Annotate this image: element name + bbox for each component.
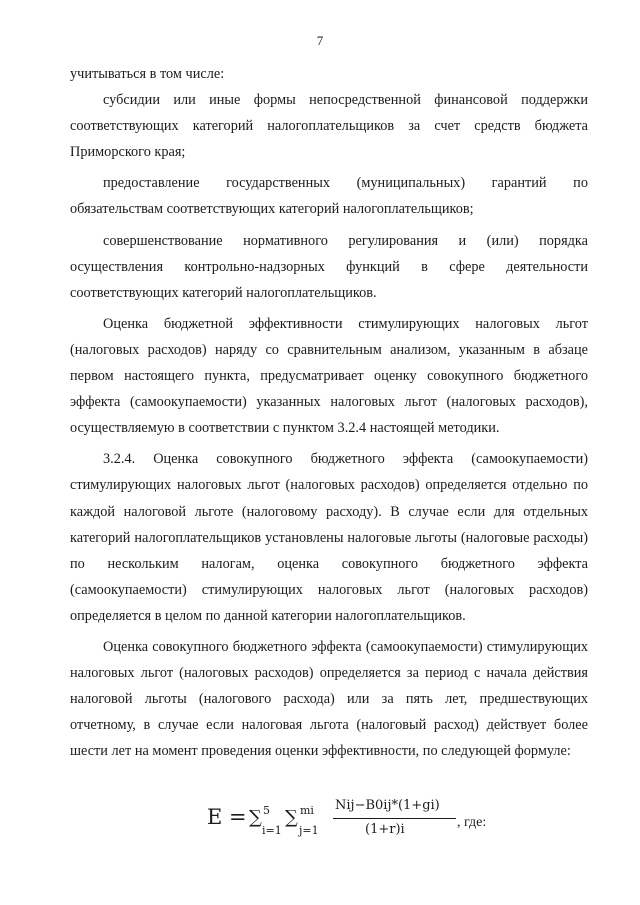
paragraph-regulation: совершенствование нормативного регулирования и (или) порядка осуществления контрольно-надзорных функций в сфере деятельности соответствующих категорий налогоплательщиков.: [70, 232, 588, 301]
sum-symbol-i: ∑: [249, 807, 262, 828]
sum-upper-j: mi: [300, 804, 314, 817]
page-number: 7: [316, 33, 324, 48]
paragraph-assessment-period: Оценка совокупного бюджетного эффекта (самоокупаемости) стимулирующих налоговых льгот (налоговых расходов) определяется за период с начала действия налоговой льготы (налогового расхода) или за пять лет, предшествующих отчетному, в случае если налоговая льгота (налоговый расход) действует более шести лет на момент проведения оценки эффективности, по следующей формуле:: [70, 638, 588, 760]
fraction-bar: [333, 818, 456, 819]
formula: [207, 798, 507, 848]
document-body: [70, 61, 588, 764]
sum-symbol-j: ∑: [285, 807, 298, 828]
paragraph-subsidies: субсидии или иные формы непосредственной финансовой поддержки соответствующих категорий налогоплательщиков за счет средств бюджета Приморского края;: [70, 92, 588, 161]
fraction-denominator: (1+r)i: [365, 822, 405, 837]
sum-upper-i: 5: [263, 804, 270, 817]
paragraph-3-2-4: 3.2.4. Оценка совокупного бюджетного эффекта (самоокупаемости) стимулирующих налоговых льгот (налоговых расходов) определяется отдельно по каждой налоговой льготе (налоговому расходу). В случае если для отдельных категорий налогоплательщиков установлены налоговые льготы (налоговые расходы) по нескольким налогам, оценка совокупного бюджетного эффекта (самоокупаемости) стимулирующих налоговых льгот (налоговых расходов) определяется в целом по данной категории налогоплательщиков.: [70, 451, 588, 624]
paragraph-intro: учитываться в том числе:: [70, 66, 225, 82]
formula-tail: , где:: [457, 815, 487, 830]
fraction-numerator: Nij−B0ij*(1+gi): [335, 798, 440, 813]
sum-lower-j: j=1: [299, 824, 319, 837]
paragraph-budget-efficiency: Оценка бюджетной эффективности стимулирующих налоговых льгот (налоговых расходов) наряду со сравнительным анализом, указанным в абзаце первом настоящего пункта, предусматривает оценку совокупного бюджетного эффекта (самоокупаемости) указанных налоговых льгот (налоговых расходов), осуществляемую в соответствии с пунктом 3.2.4 настоящей методики.: [70, 315, 588, 437]
paragraph-guarantees: предоставление государственных (муниципальных) гарантий по обязательствам соответствующих категорий налогоплательщиков;: [70, 175, 588, 218]
formula-lhs: E =: [207, 805, 247, 829]
sum-lower-i: i=1: [262, 824, 282, 837]
